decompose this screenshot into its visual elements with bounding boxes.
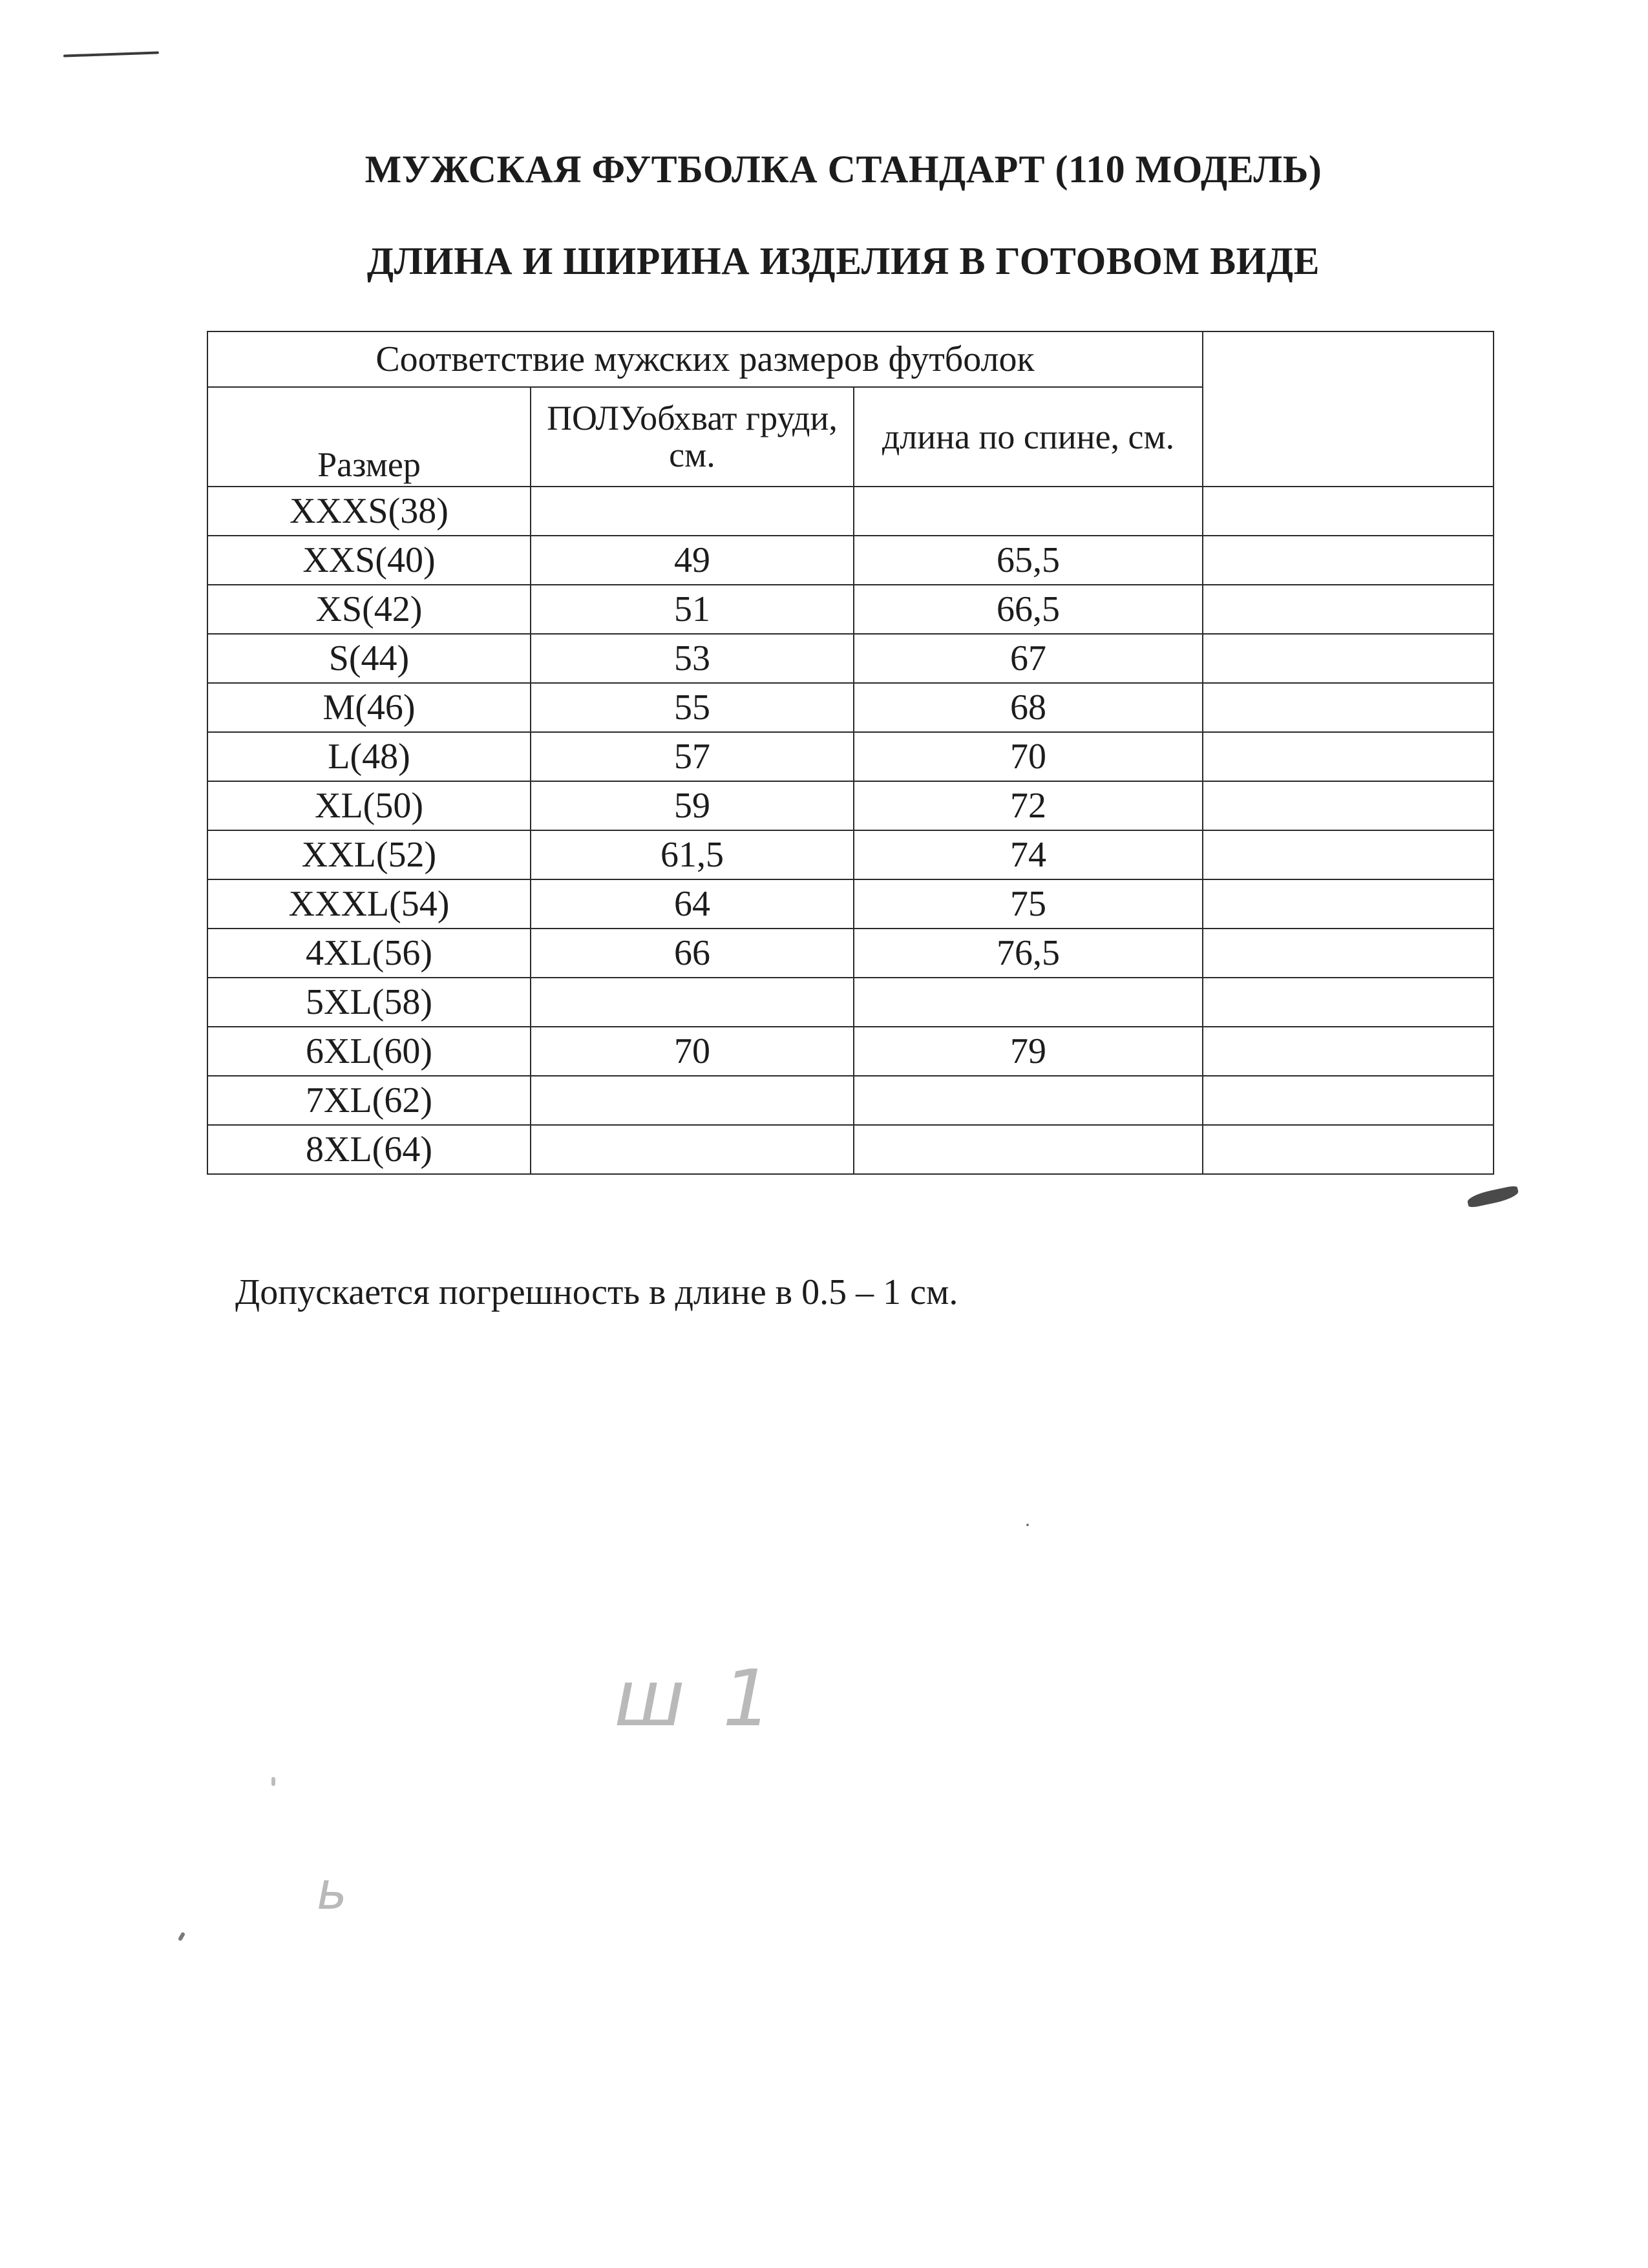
size-cell: XXXL(54)	[207, 879, 531, 929]
table-row	[207, 487, 1494, 536]
chest-cell: 53	[531, 634, 854, 683]
table-caption-row	[207, 331, 1494, 387]
table-row	[207, 1027, 1494, 1076]
size-table	[207, 331, 1494, 1175]
length-cell	[854, 1076, 1203, 1125]
blank-cell	[1203, 929, 1494, 978]
size-cell: XS(42)	[207, 585, 531, 634]
blank-cell	[1203, 830, 1494, 879]
length-cell: 75	[854, 879, 1203, 929]
length-cell: 76,5	[854, 929, 1203, 978]
size-table-wrapper	[207, 331, 1494, 1175]
table-row	[207, 879, 1494, 929]
blank-column-header	[1203, 331, 1494, 487]
chest-column-header: ПОЛУобхват груди, см.	[531, 387, 854, 487]
chest-cell	[531, 978, 854, 1027]
tolerance-note: Допускается погрешность в длине в 0.5 – 1 см.	[235, 1272, 958, 1312]
table-row	[207, 929, 1494, 978]
size-cell: 8XL(64)	[207, 1125, 531, 1174]
chest-cell: 51	[531, 585, 854, 634]
length-cell	[854, 487, 1203, 536]
size-cell: S(44)	[207, 634, 531, 683]
chest-cell: 64	[531, 879, 854, 929]
blank-cell	[1203, 1125, 1494, 1174]
scan-speck	[178, 1931, 185, 1941]
size-cell: XXXS(38)	[207, 487, 531, 536]
length-cell: 72	[854, 781, 1203, 830]
size-cell: 6XL(60)	[207, 1027, 531, 1076]
length-cell: 66,5	[854, 585, 1203, 634]
length-cell: 74	[854, 830, 1203, 879]
blank-cell	[1203, 978, 1494, 1027]
table-row	[207, 1125, 1494, 1174]
chest-cell: 70	[531, 1027, 854, 1076]
table-row	[207, 536, 1494, 585]
pencil-mark-1: ш 1	[614, 1654, 779, 1744]
ink-smudge	[1466, 1185, 1519, 1208]
size-column-header: Размер	[207, 387, 531, 487]
size-cell: M(46)	[207, 683, 531, 732]
blank-cell	[1203, 1027, 1494, 1076]
scan-mark	[63, 51, 159, 57]
size-cell: XXL(52)	[207, 830, 531, 879]
size-cell: 4XL(56)	[207, 929, 531, 978]
length-cell: 68	[854, 683, 1203, 732]
chest-cell: 66	[531, 929, 854, 978]
blank-cell	[1203, 536, 1494, 585]
blank-cell	[1203, 634, 1494, 683]
length-column-header: длина по спине, см.	[854, 387, 1203, 487]
length-cell: 67	[854, 634, 1203, 683]
chest-cell: 49	[531, 536, 854, 585]
document-subtitle: ДЛИНА И ШИРИНА ИЗДЕЛИЯ В ГОТОВОМ ВИДЕ	[366, 240, 1320, 282]
size-cell: XXS(40)	[207, 536, 531, 585]
blank-cell	[1203, 487, 1494, 536]
blank-cell	[1203, 781, 1494, 830]
chest-cell	[531, 487, 854, 536]
chest-cell: 57	[531, 732, 854, 781]
table-row	[207, 585, 1494, 634]
table-caption: Соответствие мужских размеров футболок	[207, 331, 1203, 387]
blank-cell	[1203, 585, 1494, 634]
table-row	[207, 1076, 1494, 1125]
length-cell: 79	[854, 1027, 1203, 1076]
blank-cell	[1203, 879, 1494, 929]
table-row	[207, 781, 1494, 830]
chest-cell	[531, 1076, 854, 1125]
document-title: МУЖСКАЯ ФУТБОЛКА СТАНДАРТ (110 МОДЕЛЬ)	[364, 148, 1322, 191]
size-cell: XL(50)	[207, 781, 531, 830]
chest-cell: 55	[531, 683, 854, 732]
pencil-mark-2: ь	[317, 1861, 348, 1921]
table-row	[207, 683, 1494, 732]
chest-cell: 61,5	[531, 830, 854, 879]
table-row	[207, 830, 1494, 879]
size-cell: 5XL(58)	[207, 978, 531, 1027]
scan-speck	[271, 1777, 275, 1786]
scan-speck	[1026, 1524, 1029, 1526]
table-row	[207, 732, 1494, 781]
length-cell	[854, 1125, 1203, 1174]
chest-cell: 59	[531, 781, 854, 830]
chest-cell	[531, 1125, 854, 1174]
blank-cell	[1203, 732, 1494, 781]
size-cell: 7XL(62)	[207, 1076, 531, 1125]
table-row	[207, 634, 1494, 683]
size-cell: L(48)	[207, 732, 531, 781]
length-cell: 65,5	[854, 536, 1203, 585]
length-cell	[854, 978, 1203, 1027]
table-row	[207, 978, 1494, 1027]
blank-cell	[1203, 683, 1494, 732]
blank-cell	[1203, 1076, 1494, 1125]
length-cell: 70	[854, 732, 1203, 781]
